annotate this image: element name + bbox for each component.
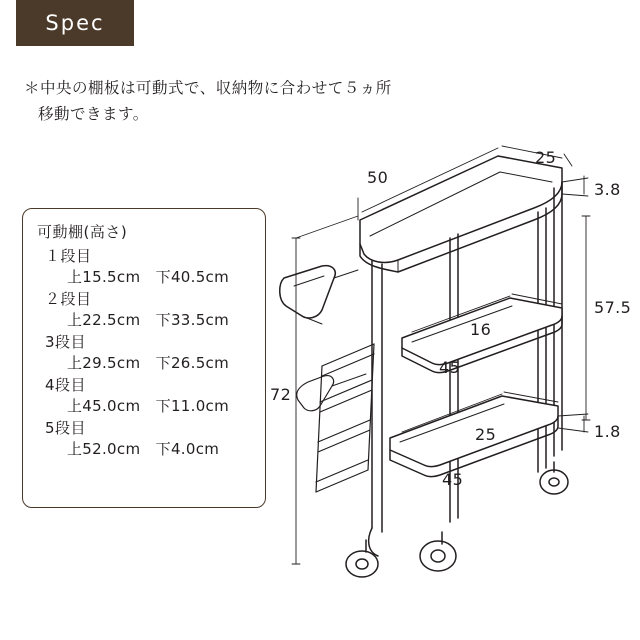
dim-label-top-thickness: 3.8 [594,180,621,199]
shelf-tier-5-values: 上52.0cm 下4.0cm [67,440,220,458]
dim-label-top-depth: 25 [535,148,557,167]
shelf-tier-5 [37,417,255,459]
shelf-tier-5-name: 5段目 [45,419,87,437]
dim-label-top-width: 50 [367,168,389,187]
shelf-tier-3 [37,331,255,373]
shelf-tier-2 [37,288,255,330]
shelf-tier-3-values: 上29.5cm 下26.5cm [67,354,230,372]
shelf-tier-1-values: 上15.5cm 下40.5cm [67,268,230,286]
dim-label-middle-depth: 16 [470,320,492,339]
shelf-tier-4-name: 4段目 [45,376,87,394]
dim-label-bottom-thickness: 1.8 [594,422,621,441]
spec-header-label: Spec [45,11,105,35]
wagon-dimension-drawing [262,120,634,620]
dim-label-bottom-width: 45 [442,470,464,489]
dim-label-height-side: 57.5 [594,298,632,317]
dim-label-middle-width: 45 [439,358,461,377]
shelf-tier-1-name: １段目 [45,247,92,265]
note-line-2: 移動できます。 [38,104,149,123]
shelf-tier-2-name: ２段目 [45,290,92,308]
note-line-1: ＊中央の棚板は可動式で、収納物に合わせて５ヵ所 [24,79,392,97]
movable-shelf-spec-box [22,208,266,508]
spec-header-tab [16,0,134,46]
dim-label-height-left: 72 [270,385,292,404]
spec-box-title: 可動棚(高さ) [37,223,128,241]
shelf-tier-4 [37,374,255,416]
dim-label-bottom-depth: 25 [475,425,497,444]
shelf-tier-3-name: 3段目 [45,333,87,351]
shelf-tier-2-values: 上22.5cm 下33.5cm [67,311,230,329]
shelf-tier-1 [37,245,255,287]
shelf-tier-4-values: 上45.0cm 下11.0cm [67,397,230,415]
